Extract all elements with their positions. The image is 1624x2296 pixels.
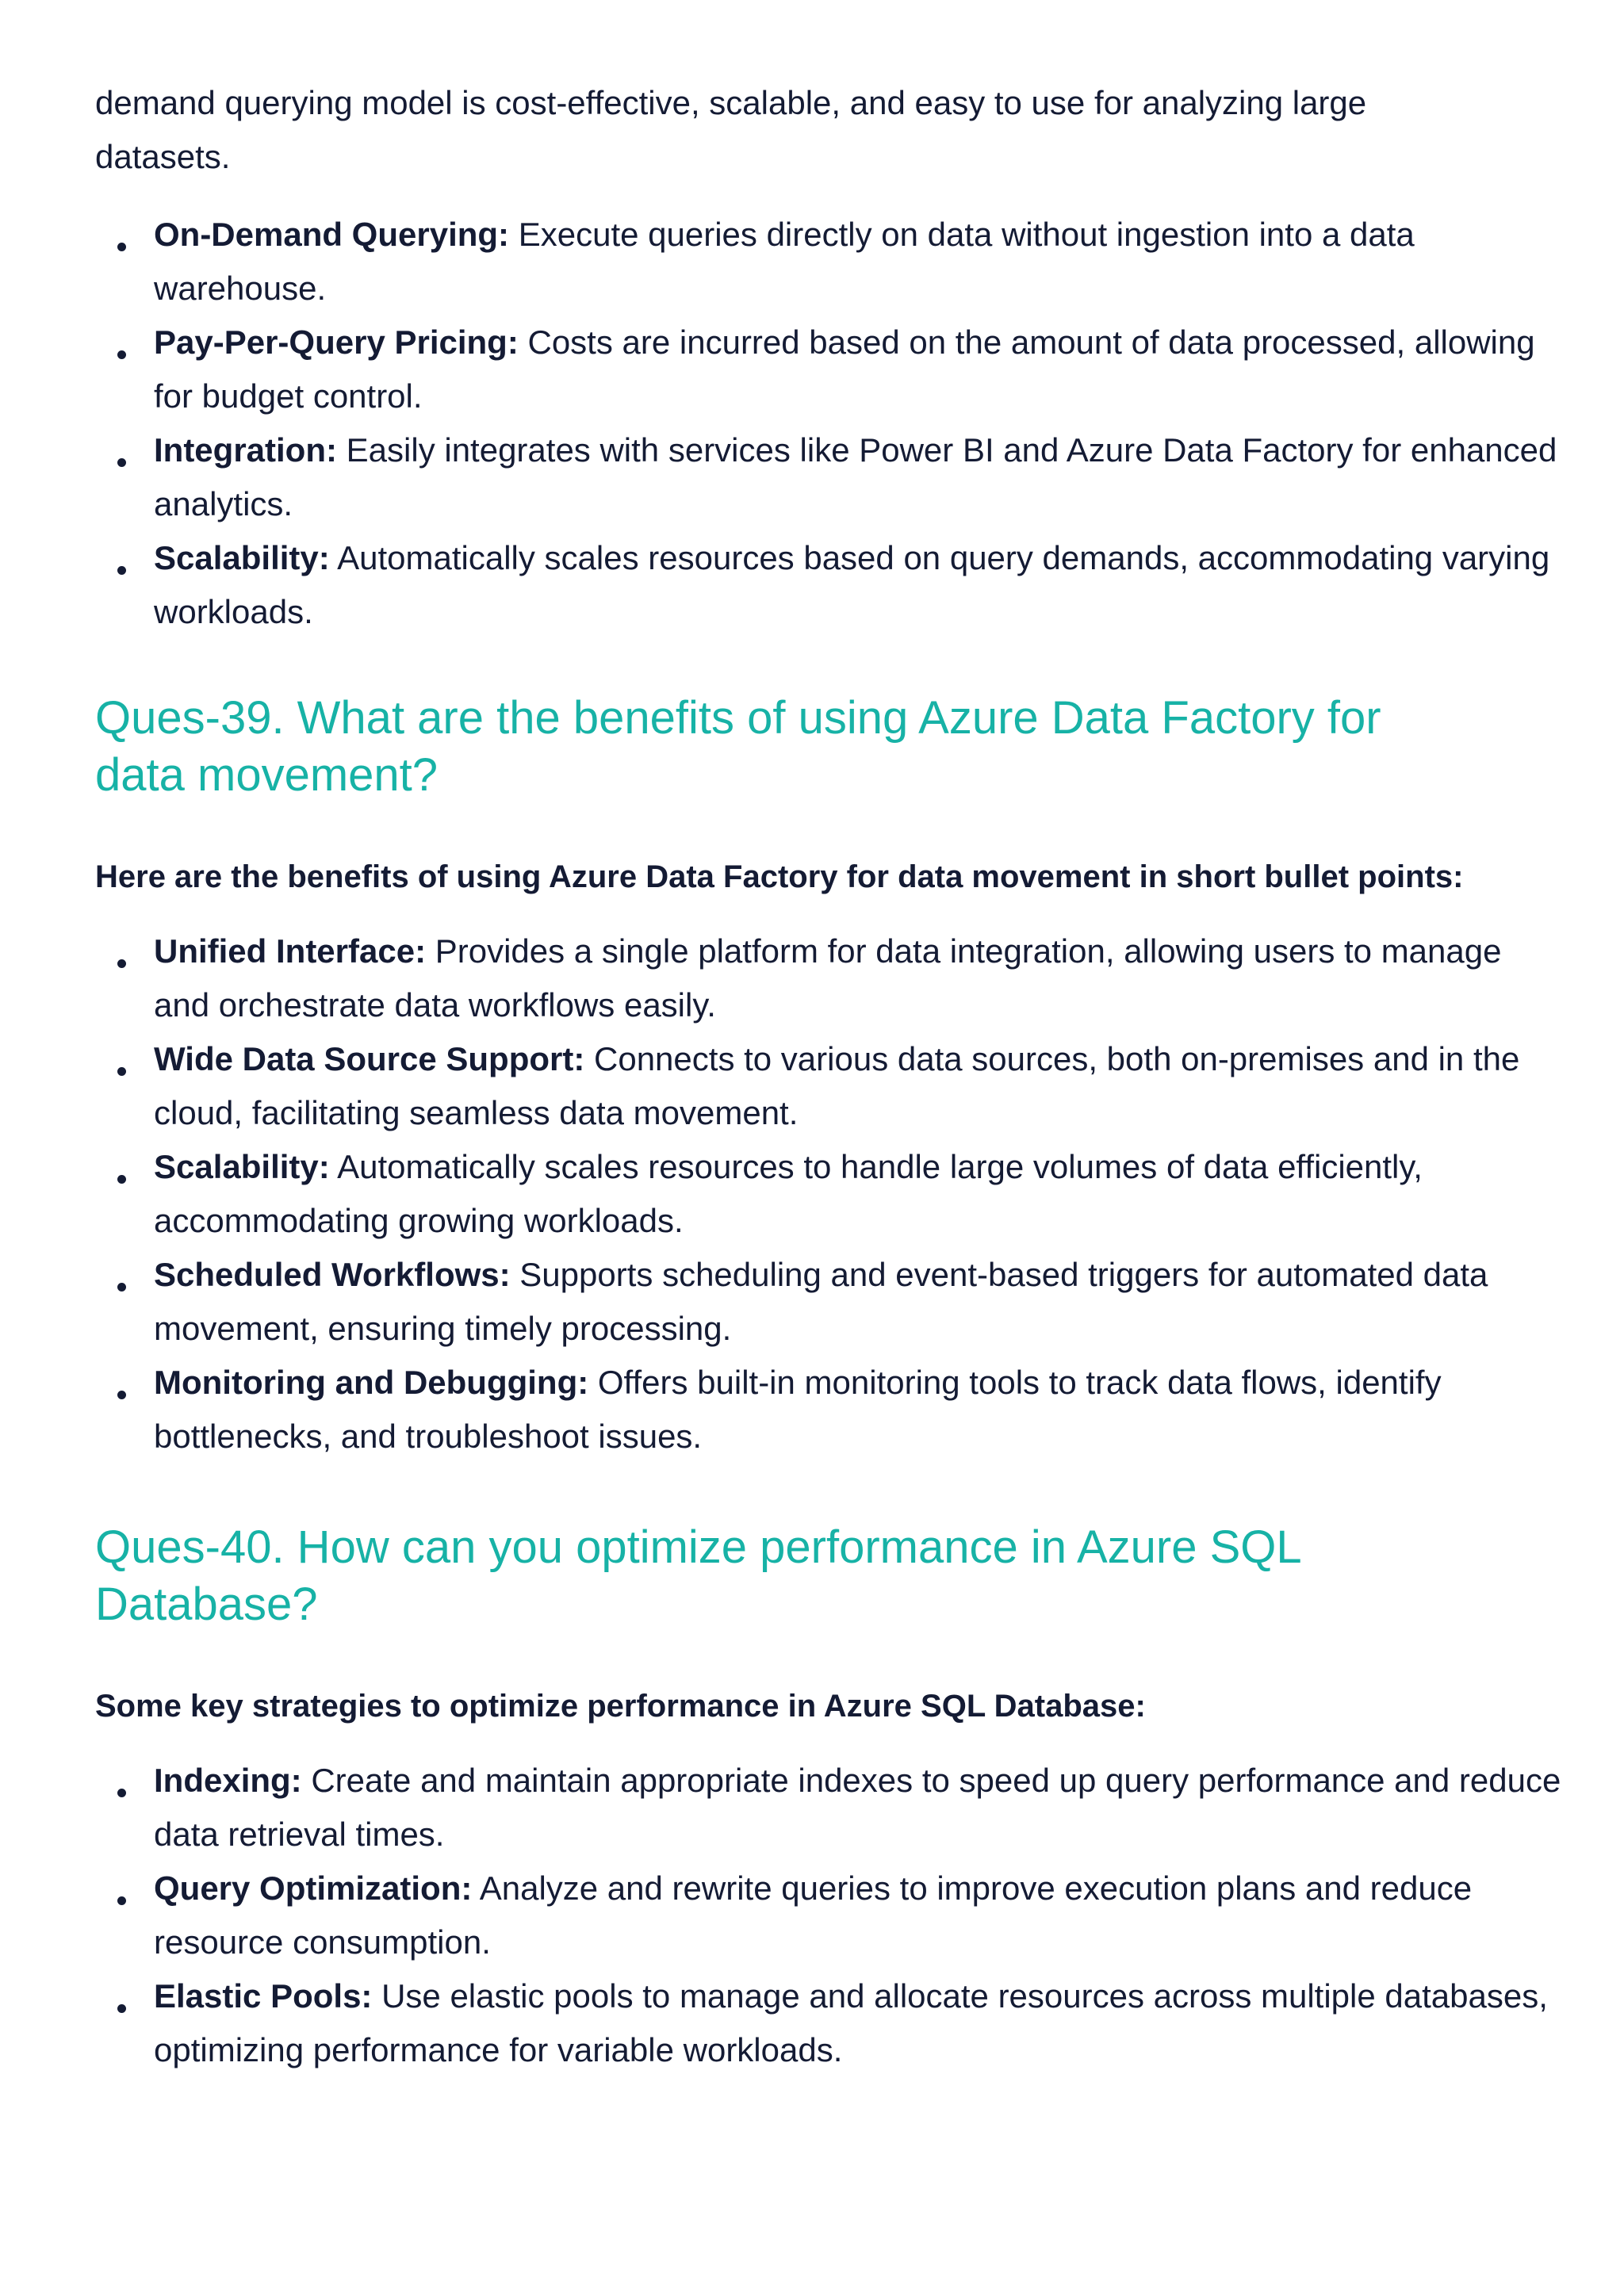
question-39-heading [95,690,1562,804]
intro-line-2: datasets. [95,138,231,175]
list-item [95,1140,1562,1248]
list-item-text: Provides a single platform for data integration, allowing users to manage and orchestrate data workflows easily. [154,932,1502,1024]
intro-paragraph [95,76,1562,184]
bullet-icon [117,566,126,575]
bullet-icon [117,1789,126,1797]
bullet-icon [117,1067,126,1076]
question-40-line-1: Ques-40. How can you optimize performance in Azure SQL [95,1521,1302,1573]
list-item [95,316,1562,423]
list-item-term: Pay-Per-Query Pricing: [154,323,519,361]
list-item [95,531,1562,639]
features-list [95,208,1562,639]
list-item-term: Integration: [154,431,337,469]
list-item-text: Execute queries directly on data without ingestion into a data warehouse. [154,216,1415,307]
question-39-lead: Here are the benefits of using Azure Data Factory for data movement in short bullet points: [95,859,1464,894]
list-item [95,924,1562,1032]
bullet-icon [117,1283,126,1292]
list-item-term: Scalability: [154,539,330,576]
list-item-term: Scalability: [154,1148,330,1185]
list-item-text: Automatically scales resources based on query demands, accommodating varying workloads. [154,539,1550,630]
list-item-term: On-Demand Querying: [154,216,510,253]
bullet-icon [117,350,126,359]
list-item-text: Analyze and rewrite queries to improve execution plans and reduce resource consumption. [154,1869,1473,1961]
bullet-icon [117,2004,126,2013]
list-item-text: Use elastic pools to manage and allocate resources across multiple databases, optimizing performance for variable workloads. [154,1977,1548,2068]
list-item-text: Create and maintain appropriate indexes to speed up query performance and reduce data retrieval times. [154,1762,1561,1853]
list-item-term: Wide Data Source Support: [154,1040,585,1077]
list-item-term: Unified Interface: [154,932,427,970]
bullet-icon [117,1391,126,1399]
list-item [95,1248,1562,1356]
list-item-text: Supports scheduling and event-based triggers for automated data movement, ensuring timely processing. [154,1256,1488,1347]
list-item-term: Elastic Pools: [154,1977,373,2015]
list-item-text: Connects to various data sources, both on-premises and in the cloud, facilitating seamless data movement. [154,1040,1520,1131]
question-39-line-1: Ques-39. What are the benefits of using Azure Data Factory for [95,692,1381,744]
list-item-term: Query Optimization: [154,1869,473,1907]
list-item [95,423,1562,531]
list-item-term: Scheduled Workflows: [154,1256,511,1293]
bullet-icon [117,243,126,251]
list-item-term: Indexing: [154,1762,302,1799]
list-item [95,208,1562,316]
adf-benefits-list [95,924,1562,1464]
list-item-text: Automatically scales resources to handle large volumes of data efficiently, accommodating growing workloads. [154,1148,1423,1239]
list-item-text: Easily integrates with services like Power BI and Azure Data Factory for enhanced analytics. [154,431,1557,522]
question-40-heading [95,1519,1562,1633]
bullet-icon [117,1175,126,1184]
question-40-line-2: Database? [95,1578,318,1630]
question-39-line-2: data movement? [95,749,439,801]
list-item [95,1356,1562,1464]
list-item-term: Monitoring and Debugging: [154,1364,589,1401]
intro-line-1: demand querying model is cost-effective, scalable, and easy to use for analyzing large [95,84,1367,121]
list-item-text: Costs are incurred based on the amount of data processed, allowing for budget control. [154,323,1535,415]
question-40-lead: Some key strategies to optimize performance in Azure SQL Database: [95,1689,1146,1724]
document-page [95,76,1562,2077]
list-item [95,1862,1562,1969]
bullet-icon [117,1896,126,1905]
sql-strategies-list [95,1754,1562,2077]
list-item-text: Offers built-in monitoring tools to track data flows, identify bottlenecks, and troubleshoot issues. [154,1364,1442,1455]
bullet-icon [117,959,126,968]
bullet-icon [117,458,126,467]
list-item [95,1969,1562,2077]
list-item [95,1754,1562,1862]
list-item [95,1032,1562,1140]
